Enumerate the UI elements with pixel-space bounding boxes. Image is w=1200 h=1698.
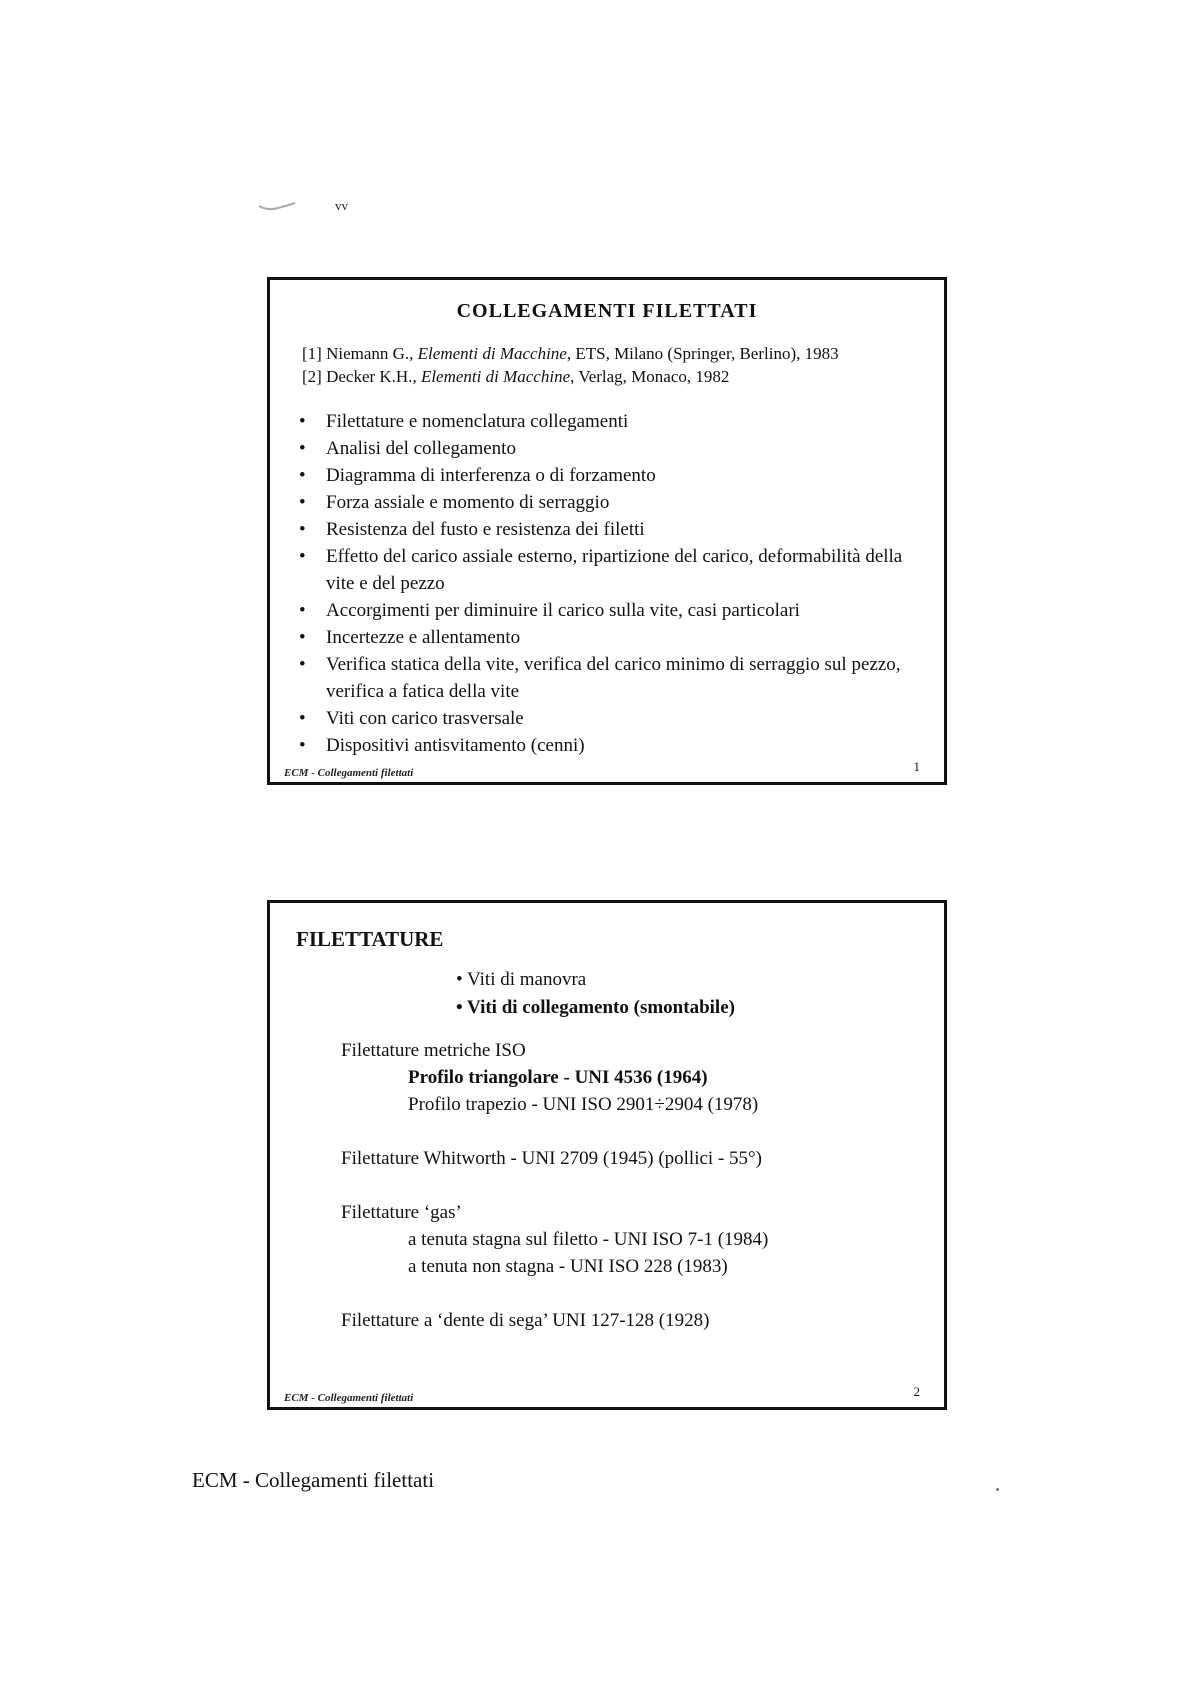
metric-thread-heading: Filettature metriche ISO [341,1040,526,1061]
bullet-icon: • [299,411,306,432]
bullet-icon: • [299,735,306,756]
metric-triangular-profile: Profilo triangolare - UNI 4536 (1964) [408,1067,708,1088]
screw-type-item: • Viti di collegamento (smontabile) [456,997,735,1018]
topic-item: • Accorgimenti per diminuire il carico sulla vite, casi particolari [296,597,934,624]
page-footer: ECM - Collegamenti filettati [192,1468,435,1492]
metric-trapezoid-profile: Profilo trapezio - UNI ISO 2901÷2904 (1978) [408,1094,759,1115]
topic-item: • Viti con carico trasversale [296,705,934,732]
bullet-icon: • [299,492,306,513]
slide-1-footer: ECM - Collegamenti filettati [284,767,414,779]
reference-1: [1] Niemann G., Elementi di Macchine, ETS, Milano (Springer, Berlino), 1983 [302,344,839,363]
gas-thread-non-tight: a tenuta non stagna - UNI ISO 228 (1983) [408,1256,728,1277]
bullet-icon: • [299,654,306,675]
slide-1-page-number: 1 [913,759,920,774]
saw-tooth-thread: Filettature a ‘dente di sega’ UNI 127-128 (1928) [341,1310,710,1331]
topic-item: • Analisi del collegamento [296,435,934,462]
topic-item: • Dispositivi antisvitamento (cenni) [296,732,934,759]
topic-item: • Verifica statica della vite, verifica del carico minimo di serraggio sul pezzo, verifica a fatica della vite [296,651,934,705]
topic-item: • Effetto del carico assiale esterno, ripartizione del carico, deformabilità della vite e del pezzo [296,543,934,597]
bullet-icon: • [299,708,306,729]
slide-1 [267,277,947,785]
whitworth-thread: Filettature Whitworth - UNI 2709 (1945) (pollici - 55°) [341,1148,762,1169]
topic-item: • Resistenza del fusto e resistenza dei filetti [296,516,934,543]
bullet-icon: • [299,465,306,486]
reference-2: [2] Decker K.H., Elementi di Macchine, Verlag, Monaco, 1982 [302,367,730,386]
topic-item: • Diagramma di interferenza o di forzamento [296,462,934,489]
bullet-icon: • [299,546,306,567]
bullet-icon: • [299,438,306,459]
scan-artifact-right: vv [335,198,348,213]
slide-1-title: COLLEGAMENTI FILETTATI [456,300,758,322]
bullet-icon: • [299,519,306,540]
topic-list [296,408,934,759]
slide-2-title: FILETTATURE [296,927,444,951]
topic-item: • Forza assiale e momento di serraggio [296,489,934,516]
slide-2 [267,900,947,1410]
gas-thread-heading: Filettature ‘gas’ [341,1202,462,1223]
screw-type-item: • Viti di manovra [456,969,587,990]
scan-dot [996,1488,999,1491]
gas-thread-tight: a tenuta stagna sul filetto - UNI ISO 7-1 (1984) [408,1229,769,1250]
references [302,342,839,388]
topic-item: • Filettature e nomenclatura collegamenti [296,408,934,435]
bullet-icon: • [299,600,306,621]
slide-2-page-number: 2 [913,1384,920,1399]
topic-item: • Incertezze e allentamento [296,624,934,651]
scan-artifact-left [258,200,296,212]
bullet-icon: • [299,627,306,648]
slide-2-footer: ECM - Collegamenti filettati [284,1392,414,1404]
